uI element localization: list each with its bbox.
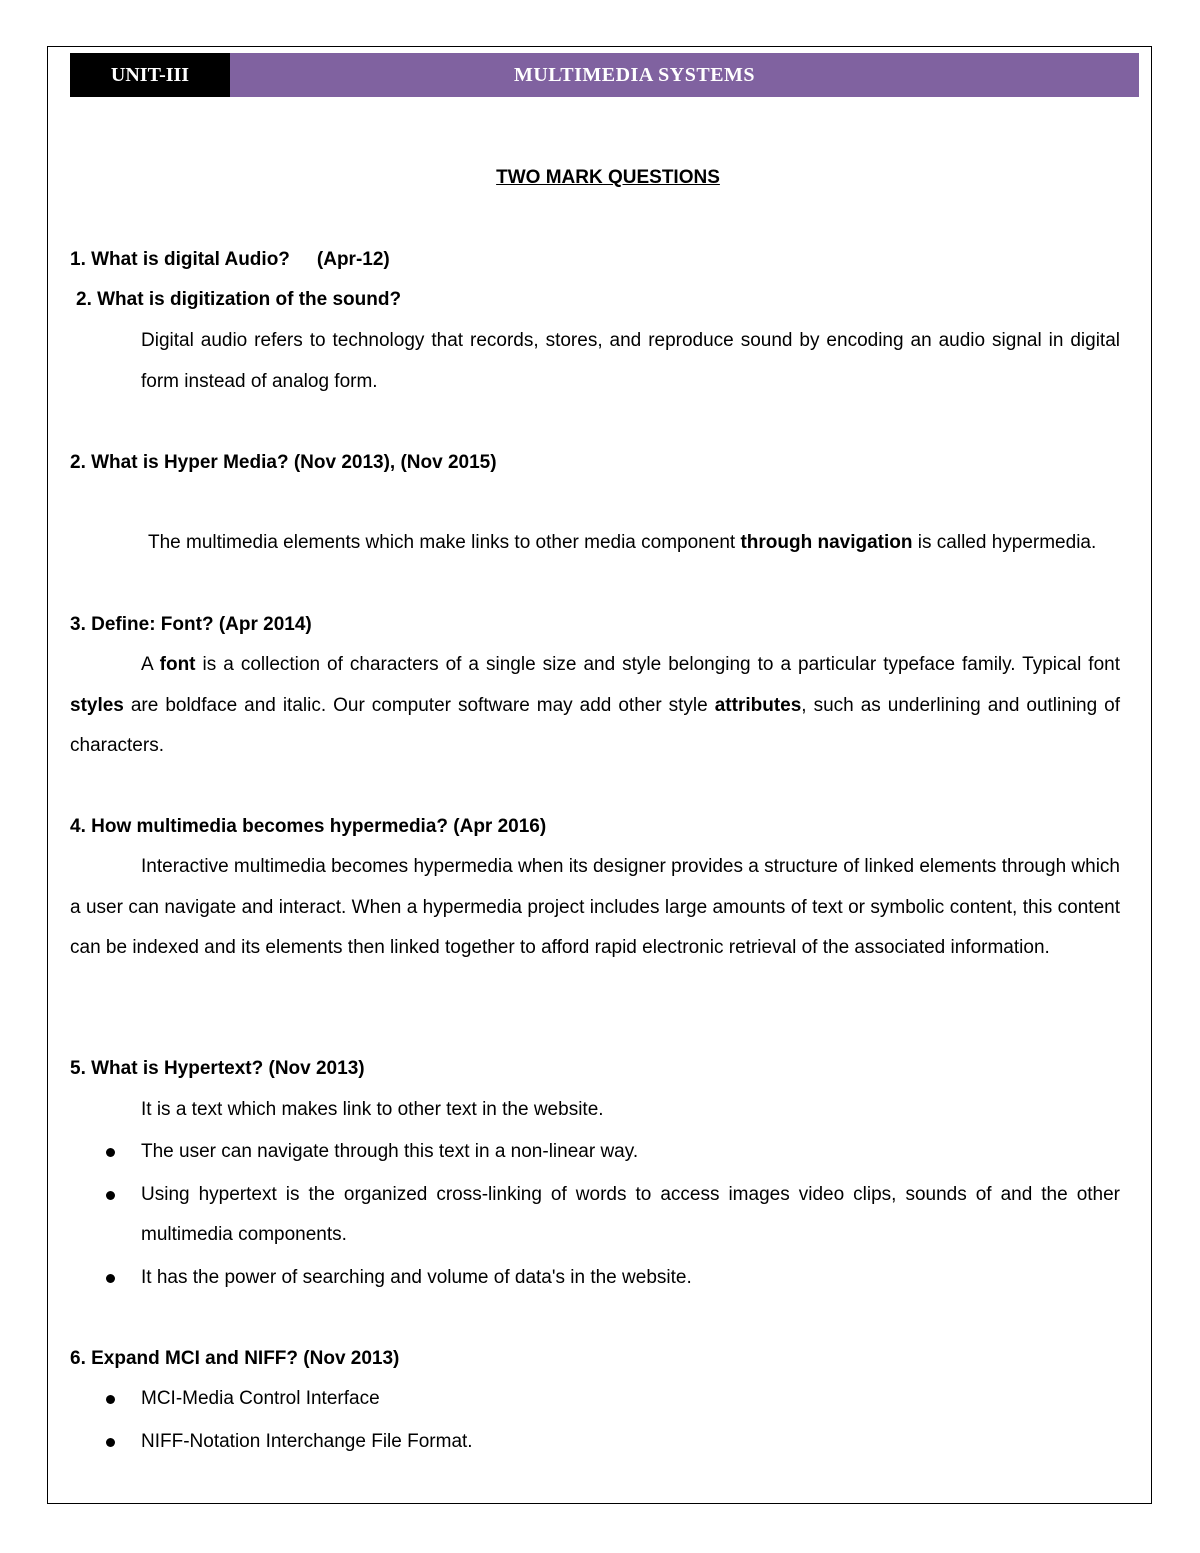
answer-2: [148, 532, 1096, 554]
answer-2-text: The multimedia elements which make links to other media component: [148, 532, 741, 553]
answer-3-part: are boldface and italic. Our computer software may add other style: [123, 694, 715, 716]
answer-3-part: A: [141, 654, 160, 675]
list-item: [70, 1258, 1120, 1299]
list-item-text: Using hypertext is the organized cross-linking of words to access images video clips, sounds of and the other multimedia components.: [141, 1183, 1120, 1245]
list-item: [70, 1379, 1120, 1420]
question-6: 6. Expand MCI and NIFF? (Nov 2013): [70, 1348, 400, 1369]
answer-3-bold-attributes: attributes: [714, 694, 802, 716]
list-item: [70, 1175, 1120, 1256]
answer-3: [70, 645, 1120, 767]
bullet-icon: [106, 1395, 115, 1404]
list-item-text: It has the power of searching and volume of data's in the website.: [141, 1266, 692, 1288]
answer-1b: Digital audio refers to technology that records, stores, and reproduce sound by encoding an audio signal in digital form instead of analog form.: [141, 330, 1120, 392]
bullet-icon: [106, 1191, 115, 1200]
answer-4: Interactive multimedia becomes hypermedia when its designer provides a structure of linked elements through which a user can navigate and interact. When a hypermedia project includes large amounts of text or symbolic content, this content can be indexed and its elements then linked together to afford rapid electronic retrieval of the associated information.: [70, 856, 1120, 958]
answer-3-bold-font: font: [159, 654, 196, 675]
question-3: 3. Define: Font? (Apr 2014): [70, 614, 312, 635]
answer-3-bold-styles: styles: [70, 694, 124, 716]
list-item: [70, 1422, 1120, 1463]
question-1: [70, 249, 390, 271]
list-item-text: The user can navigate through this text in a non-linear way.: [141, 1141, 639, 1162]
unit-label: UNIT-III: [70, 53, 230, 97]
answer-2-bold: through navigation: [740, 532, 913, 553]
section-title: TWO MARK QUESTIONS: [496, 167, 720, 188]
bullet-icon: [106, 1148, 115, 1157]
question-1b: 2. What is digitization of the sound?: [76, 289, 402, 310]
answer-6-list: [70, 1379, 1120, 1464]
subject-title: MULTIMEDIA SYSTEMS: [230, 53, 1139, 97]
question-2: 2. What is Hyper Media? (Nov 2013), (Nov 2015): [70, 452, 497, 473]
bullet-icon: [106, 1274, 115, 1283]
list-item-text: NIFF-Notation Interchange File Format.: [141, 1430, 473, 1452]
answer-3-part: , such as underlining and outlining of characters.: [70, 694, 1121, 756]
page-header: [70, 53, 1139, 97]
bullet-icon: [106, 1438, 115, 1447]
answer-5-list: [70, 1132, 1120, 1300]
question-1-text: 1. What is digital Audio?: [70, 249, 290, 270]
question-1-date: (Apr-12): [316, 249, 390, 270]
question-4: 4. How multimedia becomes hypermedia? (Apr 2016): [70, 816, 547, 837]
question-5: 5. What is Hypertext? (Nov 2013): [70, 1058, 365, 1079]
answer-2-text-end: is called hypermedia.: [912, 532, 1097, 553]
list-item: [70, 1132, 1120, 1173]
answer-5-intro: It is a text which makes link to other text in the website.: [141, 1099, 604, 1120]
list-item-text: MCI-Media Control Interface: [141, 1388, 380, 1409]
answer-3-part: is a collection of characters of a single size and style belonging to a particular typeface family. Typical font: [195, 654, 1121, 675]
